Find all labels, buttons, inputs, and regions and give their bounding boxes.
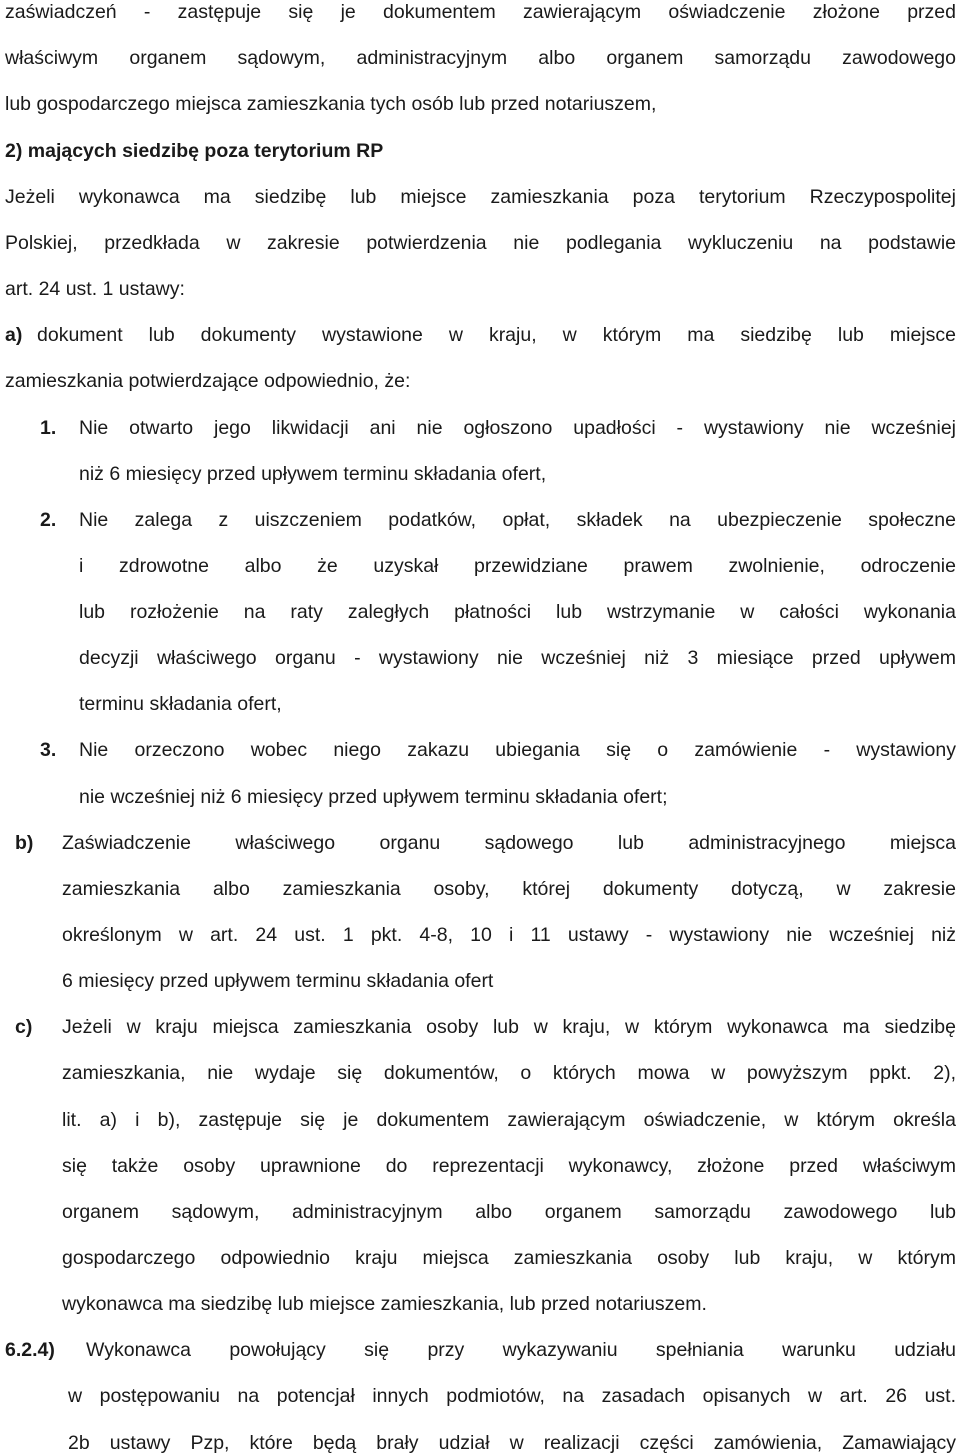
- list-marker: b): [15, 832, 34, 854]
- text-line: Nie zalega z uiszczeniem podatków, opłat, składek na ubezpieczenie społeczne: [79, 509, 956, 531]
- text-line: Zaświadczenie właściwego organu sądowego lub administracyjnego miejsca: [62, 832, 956, 854]
- text-line: zamieszkania, nie wydaje się dokumentów, o których mowa w powyższym ppkt. 2),: [62, 1062, 956, 1084]
- text-line: właściwym organem sądowym, administracyjnym albo organem samorządu zawodowego: [5, 47, 956, 69]
- text-line: i zdrowotne albo że uzyskał przewidziane prawem zwolnienie, odroczenie: [79, 555, 956, 577]
- text-line: dokument lub dokumenty wystawione w kraju, w którym ma siedzibę lub miejsce: [37, 324, 956, 346]
- text-line: decyzji właściwego organu - wystawiony nie wcześniej niż 3 miesiące przed upływem: [79, 647, 956, 669]
- text-line: Jeżeli wykonawca ma siedzibę lub miejsce zamieszkania poza terytorium Rzeczypospolitej: [5, 186, 956, 208]
- text-line: Wykonawca powołujący się przy wykazywaniu spełniania warunku udziału: [86, 1339, 956, 1361]
- text-line: się także osoby uprawnione do reprezentacji wykonawcy, złożone przed właściwym: [62, 1155, 956, 1177]
- text-line: 2b ustawy Pzp, które będą brały udział w realizacji części zamówienia, Zamawiający: [68, 1432, 956, 1454]
- text-line: Jeżeli w kraju miejsca zamieszkania osoby lub w kraju, w którym wykonawca ma siedzibę: [62, 1016, 956, 1038]
- text-line: lit. a) i b), zastępuje się je dokumentem zawierającym oświadczenie, w którym określa: [62, 1109, 956, 1131]
- text-line: terminu składania ofert,: [79, 693, 282, 715]
- text-line: wykonawca ma siedzibę lub miejsce zamieszkania, lub przed notariuszem.: [62, 1293, 707, 1315]
- text-line: 2) mających siedzibę poza terytorium RP: [5, 140, 384, 162]
- list-marker: 1.: [40, 417, 57, 439]
- text-line: Polskiej, przedkłada w zakresie potwierdzenia nie podlegania wykluczeniu na podstawie: [5, 232, 956, 254]
- text-line: określonym w art. 24 ust. 1 pkt. 4-8, 10 i 11 ustawy - wystawiony nie wcześniej niż: [62, 924, 956, 946]
- text-line: zamieszkania potwierdzające odpowiednio, że:: [5, 370, 411, 392]
- list-marker: 3.: [40, 739, 57, 761]
- text-line: Nie otwarto jego likwidacji ani nie ogłoszono upadłości - wystawiony nie wcześniej: [79, 417, 956, 439]
- text-line: organem sądowym, administracyjnym albo organem samorządu zawodowego lub: [62, 1201, 956, 1223]
- text-line: gospodarczego odpowiednio kraju miejsca zamieszkania osoby lub kraju, w którym: [62, 1247, 956, 1269]
- text-line: lub rozłożenie na raty zaległych płatności lub wstrzymanie w całości wykonania: [79, 601, 956, 623]
- text-line: w postępowaniu na potencjał innych podmiotów, na zasadach opisanych w art. 26 ust.: [68, 1385, 956, 1407]
- list-marker: c): [15, 1016, 33, 1038]
- text-line: Nie orzeczono wobec niego zakazu ubiegania się o zamówienie - wystawiony: [79, 739, 956, 761]
- text-line: art. 24 ust. 1 ustawy:: [5, 278, 185, 300]
- list-marker: 2.: [40, 509, 57, 531]
- text-line: niż 6 miesięcy przed upływem terminu składania ofert,: [79, 463, 547, 485]
- text-line: lub gospodarczego miejsca zamieszkania tych osób lub przed notariuszem,: [5, 93, 657, 115]
- text-line: zaświadczeń - zastępuje się je dokumentem zawierającym oświadczenie złożone przed: [5, 1, 956, 23]
- text-line: 6 miesięcy przed upływem terminu składania ofert: [62, 970, 494, 992]
- text-line: nie wcześniej niż 6 miesięcy przed upływem terminu składania ofert;: [79, 786, 668, 808]
- list-marker: a): [5, 324, 23, 346]
- text-line: zamieszkania albo zamieszkania osoby, której dokumenty dotyczą, w zakresie: [62, 878, 956, 900]
- list-marker: 6.2.4): [5, 1339, 55, 1361]
